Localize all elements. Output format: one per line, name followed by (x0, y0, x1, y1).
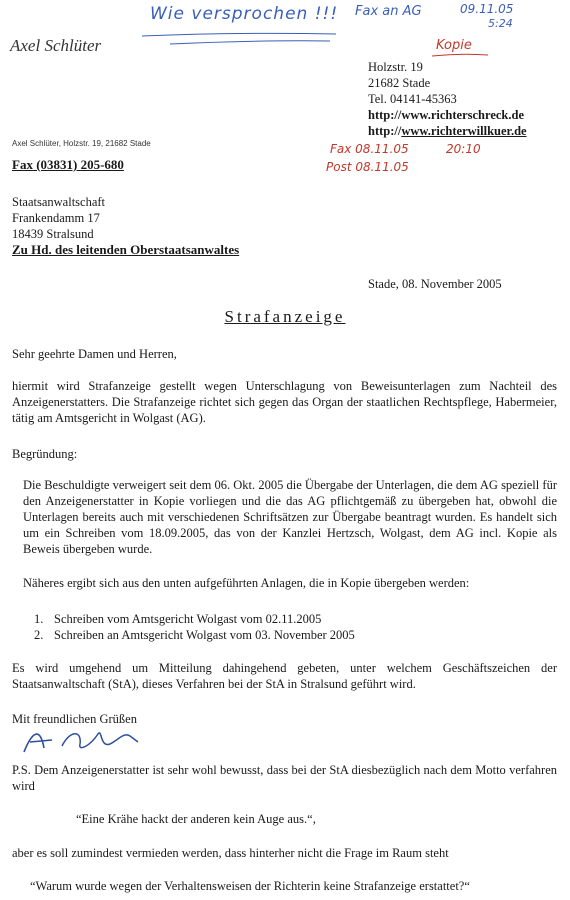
sender-city: 21682 Stade (368, 76, 431, 90)
paragraph-attachments-intro: Näheres ergibt sich aus den unten aufgeführten Anlagen, die in Kopie übergeben werden: (23, 576, 470, 590)
recipient-line3: 18439 Stralsund (12, 227, 94, 241)
paragraph-closing-remark: aber es soll zumindest vermieden werden, dass hinterher nicht die Frage im Raum steht (12, 846, 449, 860)
sender-phone: Tel. 04141-45363 (368, 92, 457, 106)
attachment-list (34, 611, 534, 643)
quote-1: “Eine Krähe hackt der anderen kein Auge aus.“, (76, 812, 316, 826)
postscript: P.S. Dem Anzeigenerstatter ist sehr wohl bewusst, dass bei der StA diesbezüglich nach dem Motto verfahren wird (12, 763, 557, 793)
return-address: Axel Schlüter, Holzstr. 19, 21682 Stade (12, 139, 151, 148)
handwritten-fax-note: Fax an AG (355, 4, 422, 19)
handwritten-note: Wie versprochen !!! (150, 4, 339, 24)
sender-address (368, 59, 527, 139)
begruendung-label: Begründung: (12, 447, 78, 461)
subject: Strafanzeige (224, 307, 346, 326)
fax-number: Fax (03831) 205-680 (12, 157, 124, 172)
handwritten-kopie: Kopie (436, 38, 472, 53)
closing: Mit freundlichen Grüßen (12, 712, 137, 726)
list-item-text: Schreiben an Amtsgericht Wolgast vom 03. November 2005 (54, 628, 355, 642)
paragraph-request: Es wird umgehend um Mitteilung dahingehend gebeten, unter welchem Geschäftszeichen der Staatsanwaltschaft (StA), dieses Verfahren bei der StA in Stralsund geführt wird. (12, 661, 557, 691)
list-item-number: 2. (34, 628, 44, 642)
paragraph-reason: Die Beschuldigte verweigert seit dem 06. Okt. 2005 die Übergabe der Unterlagen, die dem AG speziell für den Anzeigenerstatter in Kopie vorliegen und die das AG pflichtgemäß zu übergeben hat, obwohl die Unterlagen bereits auch mit verschiedenen Schriftsätzen zur Übergabe beantragt wurden. Es handelt sich um ein Schreiben vom 18.09.2005, das von der Kanzlei Hertzsch, Wolgast, dem AG incl. Kopie als Beweis übergeben wurde. (23, 478, 557, 556)
salutation: Sehr geehrte Damen und Herren, (12, 347, 177, 361)
recipient-line1: Staatsanwaltschaft (12, 195, 106, 209)
list-item-text: Schreiben vom Amtsgericht Wolgast vom 02.11.2005 (54, 612, 322, 626)
sender-web2-prefix: http:// (368, 124, 402, 138)
sender-street: Holzstr. 19 (368, 60, 423, 74)
paragraph-intro: hiermit wird Strafanzeige gestellt wegen Unterschlagung von Beweisunterlagen zum Nachteil des Anzeigenerstatters. Die Strafanzeige richtet sich gegen das Organ der staatlichen Rechtspflege, Habermeier, tätig am Amtsgericht in Wolgast (AG). (12, 379, 557, 425)
recipient-address (12, 194, 239, 258)
signature (18, 722, 158, 758)
recipient-line2: Frankendamm 17 (12, 211, 100, 225)
list-item (34, 611, 534, 627)
handwritten-fax-time: 5:24 (488, 17, 513, 30)
list-item-number: 1. (34, 612, 44, 626)
date-line: Stade, 08. November 2005 (368, 277, 502, 291)
handwritten-fax-date: 09.11.05 (460, 2, 514, 16)
sender-name: Axel Schlüter (10, 36, 102, 55)
handwritten-post-sent: Post 08.11.05 (326, 160, 409, 174)
quote-2: “Warum wurde wegen der Verhaltensweisen der Richterin keine Strafanzeige erstattet?“ (30, 879, 470, 893)
handwritten-fax-sent-time: 20:10 (446, 142, 481, 156)
handwritten-fax-sent: Fax 08.11.05 (330, 142, 409, 156)
sender-web1: http://www.richterschreck.de (368, 108, 524, 122)
handwritten-underline (140, 30, 340, 48)
list-item (34, 627, 534, 643)
recipient-attention: Zu Hd. des leitenden Oberstaatsanwaltes (12, 242, 240, 257)
sender-web2: www.richterwillkuer.de (401, 124, 527, 138)
